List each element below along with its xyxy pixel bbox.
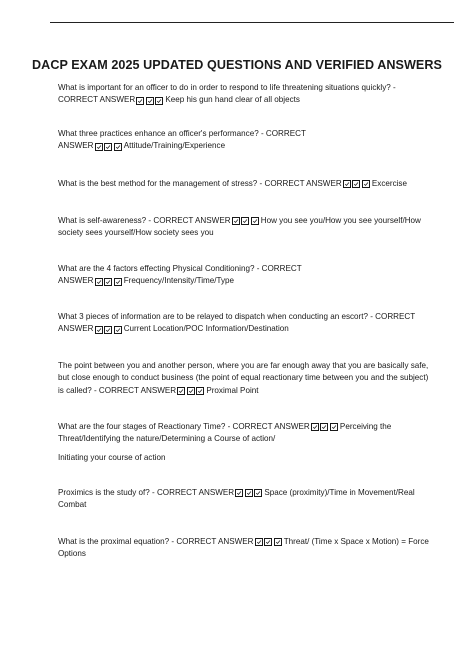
verified-checkmarks — [311, 423, 340, 431]
checkbox-check-icon — [114, 326, 122, 334]
qa-text: What three practices enhance an officer's performance? - CORRECT — [58, 129, 306, 138]
qa-item — [58, 178, 444, 190]
checkbox-check-icon — [235, 489, 243, 497]
qa-text: What is self-awareness? - CORRECT ANSWER — [58, 216, 231, 225]
checkbox-check-icon — [255, 538, 263, 546]
qa-item — [58, 82, 444, 107]
qa-line — [58, 128, 444, 140]
checkbox-check-icon — [352, 180, 360, 188]
qa-text: Proximics is the study of? - CORRECT ANSWER — [58, 488, 235, 497]
checkbox-check-icon — [330, 423, 338, 431]
answer-text: Space (proximity)/Time in Movement/Real — [264, 488, 415, 497]
qa-line — [58, 548, 444, 560]
answer-text: Frequency/Intensity/Time/Type — [123, 276, 235, 286]
checkbox-check-icon — [264, 538, 272, 546]
answer-text: Current Location/POC Information/Destination — [123, 324, 289, 334]
checkbox-check-icon — [104, 143, 112, 151]
checkbox-check-icon — [251, 217, 259, 225]
qa-line — [58, 263, 444, 275]
qa-line — [58, 536, 444, 548]
qa-line — [58, 323, 444, 335]
qa-text: ANSWER — [58, 324, 94, 334]
qa-text: ANSWER — [58, 141, 94, 151]
checkbox-check-icon — [232, 217, 240, 225]
qa-text: CORRECT ANSWER — [58, 95, 136, 105]
qa-line — [58, 421, 444, 433]
checkbox-check-icon — [136, 97, 144, 105]
qa-line — [58, 82, 444, 94]
qa-line — [58, 215, 444, 227]
qa-item — [58, 536, 444, 561]
qa-item — [58, 128, 444, 153]
qa-item — [58, 487, 444, 512]
verified-checkmarks — [95, 143, 124, 151]
qa-text: What is the best method for the management of stress? - CORRECT ANSWER — [58, 179, 342, 188]
qa-text: What is important for an officer to do in order to respond to life threatening situations quickly? - — [58, 83, 396, 92]
checkbox-check-icon — [320, 423, 328, 431]
qa-line — [58, 385, 444, 397]
answer-text: Attitude/Training/Experience — [123, 141, 226, 151]
verified-checkmarks — [232, 217, 261, 225]
verified-checkmarks — [95, 278, 124, 286]
checkbox-check-icon — [155, 97, 163, 105]
checkbox-check-icon — [245, 489, 253, 497]
qa-item — [58, 421, 444, 446]
checkbox-check-icon — [254, 489, 262, 497]
qa-text: Initiating your course of action — [58, 453, 166, 462]
checkbox-check-icon — [104, 326, 112, 334]
qa-line — [58, 487, 444, 499]
qa-text: but close enough to conduct business (the point of equal reactionary time between you and the subject) — [58, 373, 429, 383]
checkbox-check-icon — [196, 387, 204, 395]
checkbox-check-icon — [177, 387, 185, 395]
qa-line — [58, 140, 444, 152]
qa-line — [58, 433, 444, 445]
qa-text: The point between you and another person, where you are far enough away that you are basically safe, — [58, 361, 429, 370]
answer-text: How you see you/How you see yourself/How — [260, 216, 421, 225]
qa-line — [58, 311, 444, 323]
verified-checkmarks — [235, 489, 264, 497]
checkbox-check-icon — [362, 180, 370, 188]
qa-text: What is the proximal equation? - CORRECT ANSWER — [58, 537, 254, 546]
checkbox-check-icon — [311, 423, 319, 431]
checkbox-check-icon — [104, 278, 112, 286]
qa-line — [58, 499, 444, 511]
verified-checkmarks — [343, 180, 372, 188]
qa-line — [58, 360, 444, 372]
qa-line — [58, 94, 444, 106]
answer-text: Keep his gun hand clear of all objects — [165, 95, 300, 105]
qa-text: What 3 pieces of information are to be relayed to dispatch when conducting an escort? - CORRECT — [58, 312, 416, 321]
qa-line — [58, 372, 444, 384]
qa-item — [58, 452, 444, 464]
qa-item — [58, 215, 444, 240]
qa-text: society sees yourself/How society sees you — [58, 228, 214, 238]
qa-text: Threat/Identifying the nature/Determining a Course of action/ — [58, 434, 276, 444]
qa-item — [58, 360, 444, 397]
checkbox-check-icon — [274, 538, 282, 546]
qa-text: Options — [58, 549, 86, 559]
qa-text: What are the 4 factors effecting Physical Conditioning? - CORRECT — [58, 264, 302, 273]
checkbox-check-icon — [95, 326, 103, 334]
checkbox-check-icon — [114, 278, 122, 286]
qa-item — [58, 311, 444, 336]
checkbox-check-icon — [343, 180, 351, 188]
verified-checkmarks — [255, 538, 284, 546]
answer-text: Proximal Point — [206, 385, 259, 395]
checkbox-check-icon — [241, 217, 249, 225]
verified-checkmarks — [177, 387, 206, 395]
header-rule — [50, 22, 454, 23]
answer-text: Perceiving the — [339, 422, 392, 431]
checkbox-check-icon — [95, 278, 103, 286]
checkbox-check-icon — [187, 387, 195, 395]
qa-text: is called? - CORRECT ANSWER — [58, 385, 177, 395]
answer-text: Threat/ (Time x Space x Motion) = Force — [283, 537, 429, 546]
verified-checkmarks — [95, 326, 124, 334]
qa-line — [58, 178, 444, 190]
checkbox-check-icon — [114, 143, 122, 151]
qa-line — [58, 227, 444, 239]
verified-checkmarks — [136, 97, 165, 105]
qa-line — [58, 275, 444, 287]
checkbox-check-icon — [146, 97, 154, 105]
checkbox-check-icon — [95, 143, 103, 151]
qa-line — [58, 452, 444, 464]
answer-text: Excercise — [371, 179, 407, 188]
qa-text: What are the four stages of Reactionary Time? - CORRECT ANSWER — [58, 422, 310, 431]
qa-item — [58, 263, 444, 288]
qa-text: ANSWER — [58, 276, 94, 286]
qa-text: Combat — [58, 500, 87, 510]
document-title: DACP EXAM 2025 UPDATED QUESTIONS AND VERIFIED ANSWERS — [32, 58, 442, 72]
